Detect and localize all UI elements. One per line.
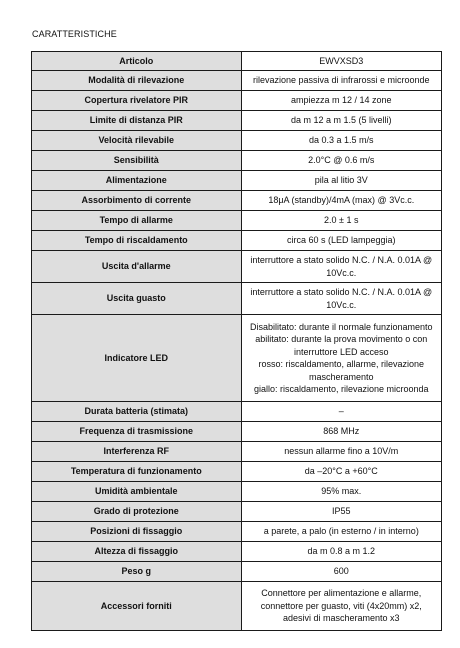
value-line: da 0.3 a 1.5 m/s <box>308 135 374 146</box>
value-line: da m 0.8 a m 1.2 <box>307 546 376 557</box>
value-line: Connettore per alimentazione e allarme, <box>261 588 422 599</box>
specifications-table <box>31 51 442 631</box>
header-label-cell: Articolo <box>32 52 242 71</box>
row-label: Copertura rivelatore PIR <box>32 91 242 111</box>
table-row <box>32 582 442 631</box>
table-row <box>32 462 442 482</box>
table-row <box>32 442 442 462</box>
row-label: Velocità rilevabile <box>32 131 242 151</box>
table-row <box>32 171 442 191</box>
row-label: Limite di distanza PIR <box>32 111 242 131</box>
value-line: 18μA (standby)/4mA (max) @ 3Vc.c. <box>268 195 415 206</box>
row-value <box>241 522 441 542</box>
row-value <box>241 251 441 283</box>
value-line: circa 60 s (LED lampeggia) <box>286 235 396 246</box>
row-label: Assorbimento di corrente <box>32 191 242 211</box>
table-row <box>32 562 442 582</box>
row-value <box>241 482 441 502</box>
row-label: Peso g <box>32 562 242 582</box>
row-value <box>241 111 441 131</box>
row-value <box>241 542 441 562</box>
value-line: abilitato: durante la prova movimento o con <box>255 334 428 344</box>
table-row <box>32 542 442 562</box>
table-row <box>32 91 442 111</box>
value-line: 95% max. <box>321 486 362 497</box>
table-row <box>32 482 442 502</box>
table-row <box>32 422 442 442</box>
row-label: Umidità ambientale <box>32 482 242 502</box>
value-line: interruttore a stato solido N.C. / N.A. 0.01A @ <box>250 287 433 297</box>
value-line: Disabilitato: durante il normale funzionamento <box>249 321 433 332</box>
value-line: rilevazione passiva di infrarossi e microonde <box>252 75 430 86</box>
table-row <box>32 211 442 231</box>
row-label: Grado di protezione <box>32 502 242 522</box>
table-row <box>32 522 442 542</box>
row-label: Uscita d'allarme <box>32 251 242 283</box>
row-value <box>241 462 441 482</box>
row-label: Uscita guasto <box>32 283 242 315</box>
header-value-cell: EWVXSD3 <box>241 52 441 71</box>
row-label: Durata batteria (stimata) <box>32 402 242 422</box>
section-title: CARATTERISTICHE <box>32 29 117 39</box>
value-line: 868 MHz <box>323 426 360 437</box>
value-line: da m 12 a m 1.5 (5 livelli) <box>290 115 392 126</box>
value-line: da –20°C a +60°C <box>304 466 378 477</box>
table-row <box>32 191 442 211</box>
row-value <box>241 315 441 402</box>
row-value <box>241 131 441 151</box>
row-value <box>241 283 441 315</box>
value-line: IP55 <box>332 506 351 517</box>
value-line: interruttore a stato solido N.C. / N.A. 0.01A @ <box>250 255 433 265</box>
table-header-row <box>32 52 442 71</box>
row-value <box>241 71 441 91</box>
value-line: a parete, a palo (in esterno / in interno) <box>263 526 419 537</box>
row-value <box>241 582 441 631</box>
value-line: ampiezza m 12 / 14 zone <box>290 95 392 106</box>
row-label: Altezza di fissaggio <box>32 542 242 562</box>
row-value <box>241 171 441 191</box>
row-value <box>241 91 441 111</box>
table-row <box>32 131 442 151</box>
table-row <box>32 71 442 91</box>
row-label: Frequenza di trasmissione <box>32 422 242 442</box>
table-row <box>32 151 442 171</box>
value-line: 600 <box>333 566 349 577</box>
row-value <box>241 231 441 251</box>
row-label: Alimentazione <box>32 171 242 191</box>
table-row <box>32 251 442 283</box>
row-value <box>241 211 441 231</box>
table-row <box>32 111 442 131</box>
row-label: Tempo di allarme <box>32 211 242 231</box>
value-line: connettore per guasto, viti (4x20mm) x2, <box>260 600 422 611</box>
row-value <box>241 502 441 522</box>
value-line: giallo: riscaldamento, rilevazione microonda <box>253 384 429 394</box>
value-line: 2.0 ± 1 s <box>324 215 359 226</box>
value-line: 2.0°C @ 0.6 m/s <box>308 155 375 166</box>
value-line: – <box>338 406 344 417</box>
row-value <box>241 562 441 582</box>
value-line: adesivi di mascheramento x3 <box>282 613 400 624</box>
table-row <box>32 502 442 522</box>
row-label: Indicatore LED <box>32 315 242 402</box>
table-row <box>32 315 442 402</box>
row-label: Modalità di rilevazione <box>32 71 242 91</box>
value-line: 10Vc.c. <box>326 267 357 278</box>
table-row <box>32 231 442 251</box>
row-value <box>241 422 441 442</box>
row-label: Temperatura di funzionamento <box>32 462 242 482</box>
row-label: Sensibilità <box>32 151 242 171</box>
row-label: Accessori forniti <box>32 582 242 631</box>
value-line: 10Vc.c. <box>326 299 357 310</box>
row-value <box>241 191 441 211</box>
row-value <box>241 402 441 422</box>
table-row <box>32 402 442 422</box>
row-value <box>241 442 441 462</box>
value-line: rosso: riscaldamento, allarme, rilevazione <box>258 359 425 369</box>
value-line: nessun allarme fino a 10V/m <box>284 446 399 457</box>
row-label: Tempo di riscaldamento <box>32 231 242 251</box>
row-label: Posizioni di fissaggio <box>32 522 242 542</box>
value-line: pila al litio 3V <box>314 175 368 186</box>
row-value <box>241 151 441 171</box>
table-row <box>32 283 442 315</box>
row-label: Interferenza RF <box>32 442 242 462</box>
value-line: mascheramento <box>309 371 374 382</box>
value-line: interruttore LED acceso <box>293 346 389 357</box>
